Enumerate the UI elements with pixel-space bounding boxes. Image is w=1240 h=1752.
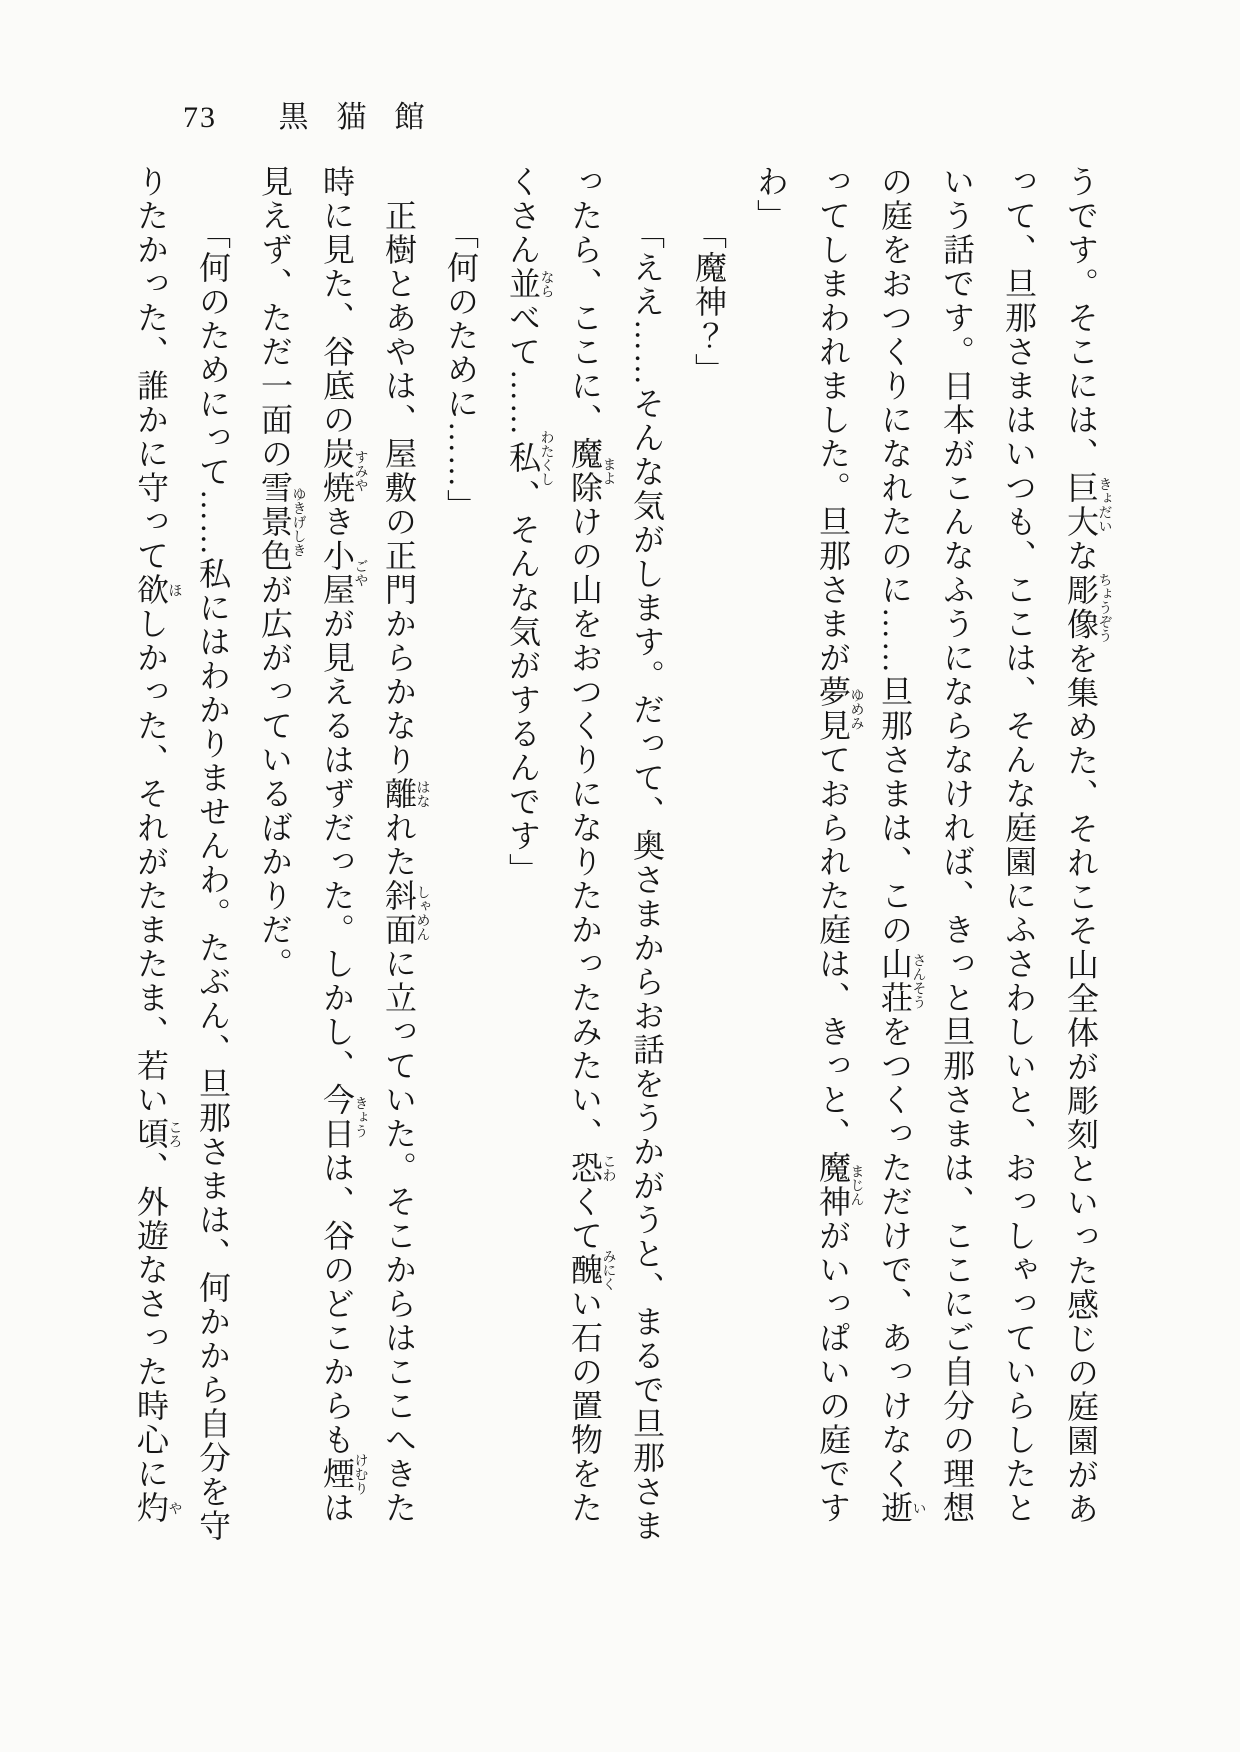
text-column-11: 「何のために……」 — [443, 217, 479, 523]
text-column-1: うです。そこには、巨大きょだいな彫像ちょうぞうを集めた、それこそ山全体が彫刻といった感じの庭園があ — [1063, 165, 1112, 1526]
text-column-5: ってしまわれました。旦那さまが夢見ゆめみておられた庭は、きっと、魔神まじんがいっぱいの庭です — [815, 165, 864, 1525]
text-column-13: 時に見た、谷底の炭焼すみやき小屋ごやが見えるはずだった。しかし、今日きょうは、谷のどこからも煙けむりは — [319, 165, 368, 1525]
text-column-4: の庭をおつくりになれたのに……旦那さまは、この山荘さんそうをつくっただけで、あっけなく逝い — [877, 165, 926, 1525]
running-title: 黒猫館 — [278, 101, 453, 134]
main-text-block — [120, 165, 1112, 1575]
text-column-10: くさん並ならべて……私わたくし、そんな気がするんです」 — [505, 165, 554, 887]
running-head — [183, 92, 453, 136]
text-column-14: 見えず、ただ一面の雪景色ゆきげしきが広がっているばかりだ。 — [257, 165, 306, 981]
text-column-8: 「ええ……そんな気がします。だって、奥さまからお話をうかがうと、まるで旦那さま — [629, 217, 665, 1543]
text-column-16: りたかった、誰かに守って欲ほしかった、それがたまたま、若い頃ころ、外遊なさった時心に灼や — [133, 165, 182, 1525]
text-column-12: 正樹とあやは、屋敷の正門からかなり離はなれた斜面しゃめんに立っていた。そこからはここへきた — [381, 199, 430, 1525]
text-column-6: わ」 — [753, 165, 789, 233]
page-number: 73 — [183, 101, 217, 134]
text-column-15: 「何のためにって……私にはわかりませんわ。たぶん、旦那さまは、何かから自分を守 — [195, 217, 231, 1543]
text-column-2: って、旦那さまはいつも、ここは、そんな庭園にふさわしいと、おっしゃっていらしたと — [1001, 165, 1037, 1525]
text-column-7: 「魔神？」 — [691, 217, 727, 387]
text-column-3: いう話です。日本がこんなふうにならなければ、きっと旦那さまは、ここにご自分の理想 — [939, 165, 975, 1525]
text-column-9: ったら、ここに、魔除まよけの山をおつくりになりたかったみたい、恐こわくて醜みにくい石の置物をた — [567, 165, 616, 1525]
